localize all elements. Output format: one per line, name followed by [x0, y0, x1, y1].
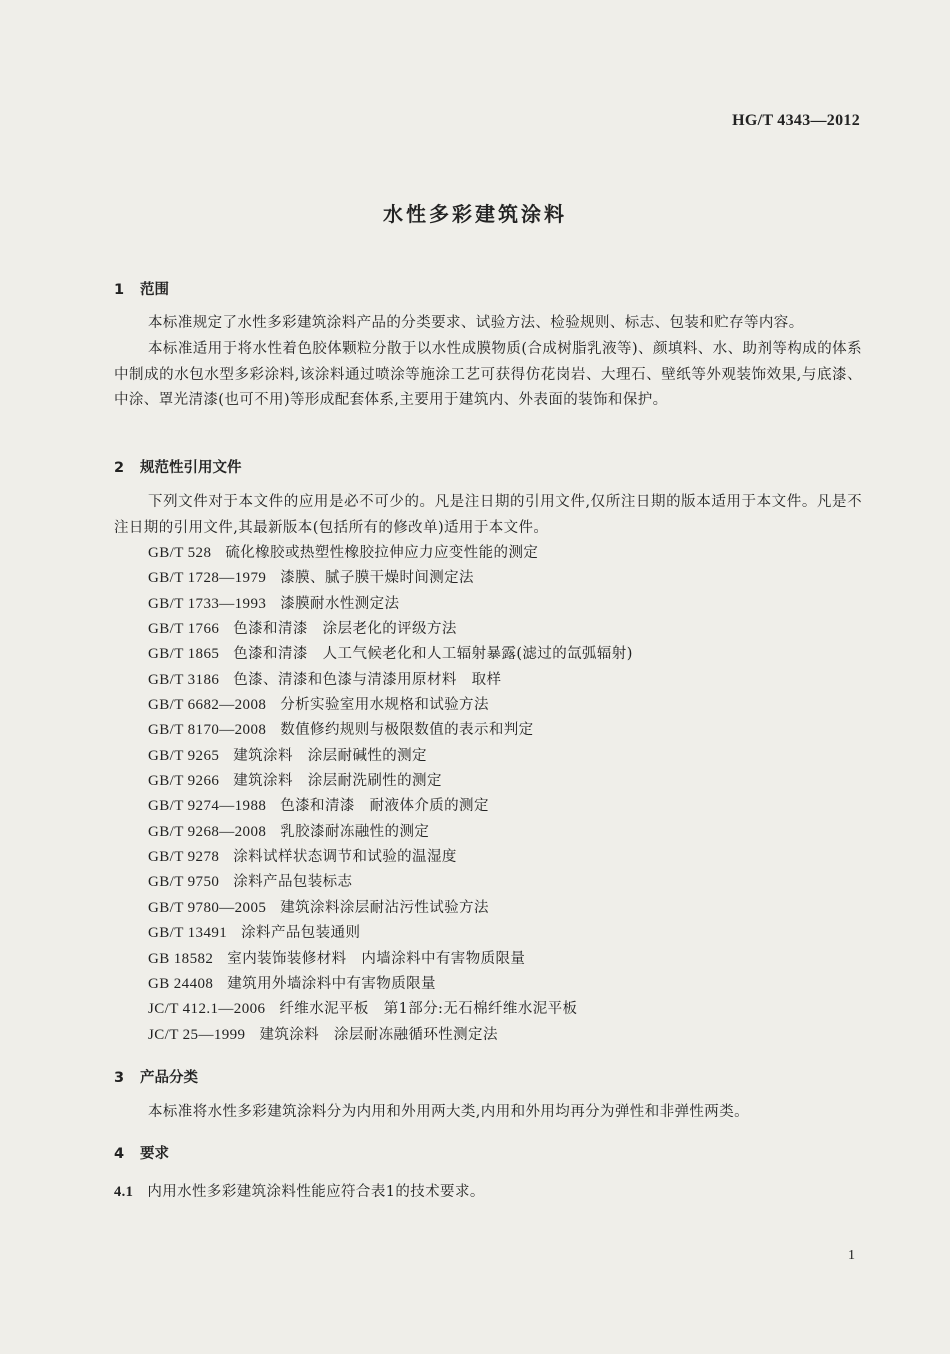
- reference-item: [148, 1023, 633, 1048]
- references-intro: 下列文件对于本文件的应用是必不可少的。凡是注日期的引用文件,仅所注日期的版本适用于本文件。凡是不注日期的引用文件,其最新版本(包括所有的修改单)适用于本文件。: [114, 494, 862, 536]
- section-title: 规范性引用文件: [140, 460, 242, 476]
- section-number: 4: [114, 1146, 125, 1162]
- section-title: 产品分类: [140, 1070, 198, 1086]
- reference-code: GB/T 9278: [148, 849, 220, 866]
- reference-title: 纤维水泥平板 第1部分:无石棉纤维水泥平板: [279, 1001, 578, 1018]
- scope-paragraph-1: 本标准规定了水性多彩建筑涂料产品的分类要求、试验方法、检验规则、标志、包装和贮存等内容。: [148, 315, 804, 331]
- reference-item: [148, 921, 633, 946]
- reference-title: 建筑涂料 涂层耐冻融循环性测定法: [259, 1026, 498, 1043]
- reference-title: 建筑用外墙涂料中有害物质限量: [227, 975, 436, 992]
- reference-item: [148, 769, 633, 794]
- reference-item: [148, 870, 633, 895]
- reference-code: GB/T 8170—2008: [148, 722, 267, 739]
- reference-title: 建筑涂料涂层耐沾污性试验方法: [280, 899, 489, 916]
- reference-code: GB/T 13491: [148, 925, 228, 942]
- reference-code: GB/T 6682—2008: [148, 697, 267, 714]
- reference-code: GB/T 1733—1993: [148, 595, 267, 612]
- reference-item: [148, 718, 633, 743]
- reference-code: JC/T 25—1999: [148, 1026, 246, 1043]
- document-title: 水性多彩建筑涂料: [383, 202, 567, 226]
- reference-code: GB/T 1728—1979: [148, 570, 267, 587]
- reference-list: [148, 541, 633, 1048]
- reference-title: 室内装饰装修材料 内墙涂料中有害物质限量: [227, 950, 526, 967]
- reference-title: 数值修约规则与极限数值的表示和判定: [280, 722, 534, 739]
- reference-item: [148, 541, 633, 566]
- reference-code: GB/T 528: [148, 545, 212, 561]
- reference-item: [148, 592, 633, 617]
- reference-code: JC/T 412.1—2006: [148, 1001, 266, 1018]
- reference-code: GB 24408: [148, 975, 214, 992]
- section-title: 要求: [140, 1146, 169, 1162]
- reference-code: GB/T 9750: [148, 874, 220, 891]
- reference-code: GB/T 9268—2008: [148, 823, 267, 840]
- page-number: 1: [848, 1248, 855, 1263]
- clause-4-1: [114, 1180, 485, 1201]
- reference-title: 涂料试样状态调节和试验的温湿度: [233, 849, 457, 866]
- scope-paragraph-2: 本标准适用于将水性着色胶体颗粒分散于以水性成膜物质(合成树脂乳液等)、颜填料、水、助剂等构成的体系中制成的水包水型多彩涂料,该涂料通过喷涂等施涂工艺可获得仿花岗岩、大理石、壁纸等外观装饰效果,与底漆、中涂、罩光清漆(也可不用)等形成配套体系,主要用于建筑内、外表面的装饰和保护。: [114, 341, 862, 408]
- reference-code: GB 18582: [148, 950, 214, 967]
- reference-code: GB/T 9780—2005: [148, 899, 267, 916]
- reference-title: 漆膜耐水性测定法: [280, 595, 400, 612]
- standard-number: HG/T 4343—2012: [732, 112, 860, 129]
- section-title: 范围: [140, 282, 169, 298]
- reference-title: 建筑涂料 涂层耐碱性的测定: [233, 747, 427, 764]
- reference-item: [148, 820, 633, 845]
- reference-title: 硫化橡胶或热塑性橡胶拉伸应力应变性能的测定: [225, 545, 539, 561]
- reference-code: GB/T 3186: [148, 671, 220, 688]
- reference-title: 色漆和清漆 人工气候老化和人工辐射暴露(滤过的氙弧辐射): [233, 646, 633, 663]
- reference-code: GB/T 1865: [148, 646, 220, 663]
- reference-item: [148, 693, 633, 718]
- reference-title: 色漆和清漆 耐液体介质的测定: [280, 798, 489, 815]
- reference-item: [148, 972, 633, 997]
- reference-item: [148, 642, 633, 667]
- reference-title: 涂料产品包装标志: [233, 874, 353, 891]
- reference-title: 色漆和清漆 涂层老化的评级方法: [233, 621, 457, 638]
- section-heading-normative-references: [114, 456, 242, 477]
- reference-item: [148, 997, 633, 1022]
- reference-code: GB/T 1766: [148, 621, 220, 638]
- section-number: 1: [114, 282, 125, 298]
- reference-title: 色漆、清漆和色漆与清漆用原材料 取样: [233, 671, 502, 688]
- clause-number: 4.1: [114, 1184, 134, 1200]
- clause-text: 内用水性多彩建筑涂料性能应符合表1的技术要求。: [147, 1184, 485, 1200]
- reference-code: GB/T 9266: [148, 773, 220, 790]
- reference-item: [148, 566, 633, 591]
- section-number: 3: [114, 1070, 125, 1086]
- reference-code: GB/T 9265: [148, 747, 220, 764]
- reference-item: [148, 668, 633, 693]
- reference-title: 漆膜、腻子膜干燥时间测定法: [280, 570, 474, 587]
- reference-item: [148, 744, 633, 769]
- reference-item: [148, 617, 633, 642]
- section-number: 2: [114, 460, 125, 476]
- section-heading-requirements: [114, 1142, 169, 1163]
- reference-title: 分析实验室用水规格和试验方法: [280, 697, 489, 714]
- reference-item: [148, 896, 633, 921]
- section-heading-classification: [114, 1066, 198, 1087]
- classification-paragraph: 本标准将水性多彩建筑涂料分为内用和外用两大类,内用和外用均再分为弹性和非弹性两类。: [148, 1104, 750, 1120]
- reference-title: 建筑涂料 涂层耐洗刷性的测定: [233, 773, 442, 790]
- reference-title: 涂料产品包装通则: [241, 925, 361, 942]
- reference-code: GB/T 9274—1988: [148, 798, 267, 815]
- reference-title: 乳胶漆耐冻融性的测定: [280, 823, 430, 840]
- reference-item: [148, 794, 633, 819]
- section-heading-scope: [114, 278, 169, 299]
- reference-item: [148, 947, 633, 972]
- reference-item: [148, 845, 633, 870]
